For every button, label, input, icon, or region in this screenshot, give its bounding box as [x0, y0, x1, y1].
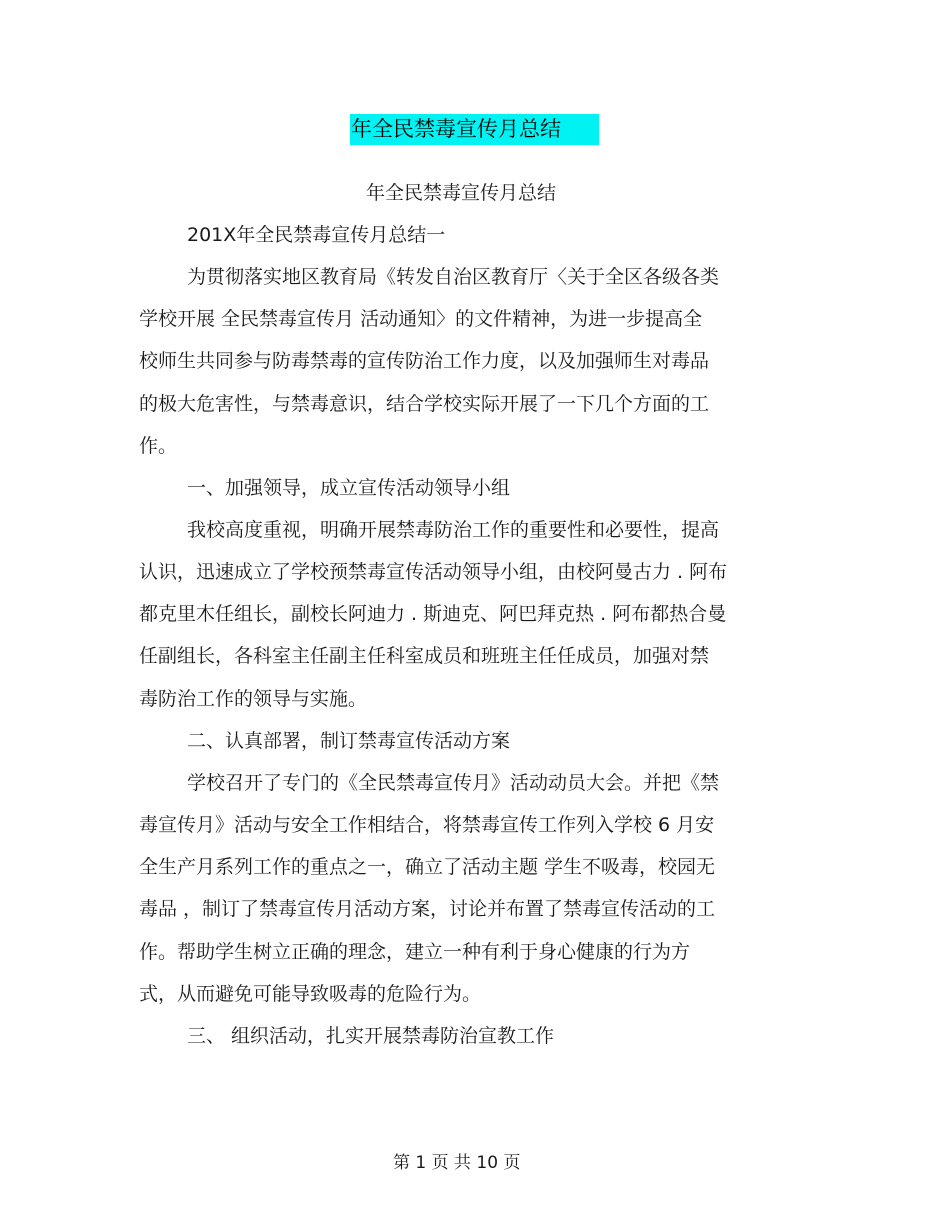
paragraph-line: 任副组长，各科室主任副主任科室成员和班班主任任成员，加强对禁 — [139, 645, 710, 667]
paragraph-line: 毒防治工作的领导与实施。 — [139, 688, 368, 710]
paragraph-line: 毒宣传月》活动与安全工作相结合，将禁毒宣传工作列入学校 6 月安 — [139, 814, 715, 836]
section-heading-main: 201X年全民禁毒宣传月总结一 — [187, 224, 446, 246]
paragraph-line: 的极大危害性，与禁毒意识，结合学校实际开展了一下几个方面的工 — [139, 393, 710, 415]
paragraph-line: 学校开展 全民禁毒宣传月 活动通知〉的文件精神，为进一步提高全 — [139, 308, 703, 330]
paragraph-line: 认识，迅速成立了学校预禁毒宣传活动领导小组，由校阿曼古力 . 阿布 — [139, 561, 728, 583]
section-heading: 二、认真部署，制订禁毒宣传活动方案 — [187, 730, 511, 752]
page-number-footer: 第 1 页 共 10 页 — [393, 1153, 521, 1173]
paragraph-line: 都克里木任组长，副校长阿迪力 . 斯迪克、阿巴拜克热 . 阿布都热合曼 — [139, 603, 727, 625]
paragraph-line: 学校召开了专门的《全民禁毒宣传月》活动动员大会。并把《禁 — [187, 772, 720, 794]
paragraph-line: 全生产月系列工作的重点之一，确立了活动主题 学生不吸毒，校园无 — [139, 856, 716, 878]
paragraph-line: 作。帮助学生树立正确的理念，建立一种有利于身心健康的行为方 — [139, 941, 691, 963]
section-heading: 一、加强领导，成立宣传活动领导小组 — [187, 477, 511, 499]
paragraph-line: 作。 — [139, 435, 178, 457]
paragraph-line: 校师生共同参与防毒禁毒的宣传防治工作力度，以及加强师生对毒品 — [139, 350, 710, 372]
paragraph-line: 我校高度重视，明确开展禁毒防治工作的重要性和必要性，提高 — [187, 519, 720, 541]
subtitle: 年全民禁毒宣传月总结 — [366, 182, 557, 204]
document-title-highlighted: 年全民禁毒宣传月总结 — [350, 114, 599, 145]
paragraph-line: 毒品 ，制订了禁毒宣传月活动方案，讨论并布置了禁毒宣传活动的工 — [139, 898, 716, 920]
paragraph-line: 式，从而避免可能导致吸毒的危险行为。 — [139, 983, 482, 1005]
paragraph-line: 为贯彻落实地区教育局《转发自治区教育厅〈关于全区各级各类 — [187, 266, 720, 288]
section-heading: 三、 组织活动，扎实开展禁毒防治宣教工作 — [187, 1025, 555, 1047]
